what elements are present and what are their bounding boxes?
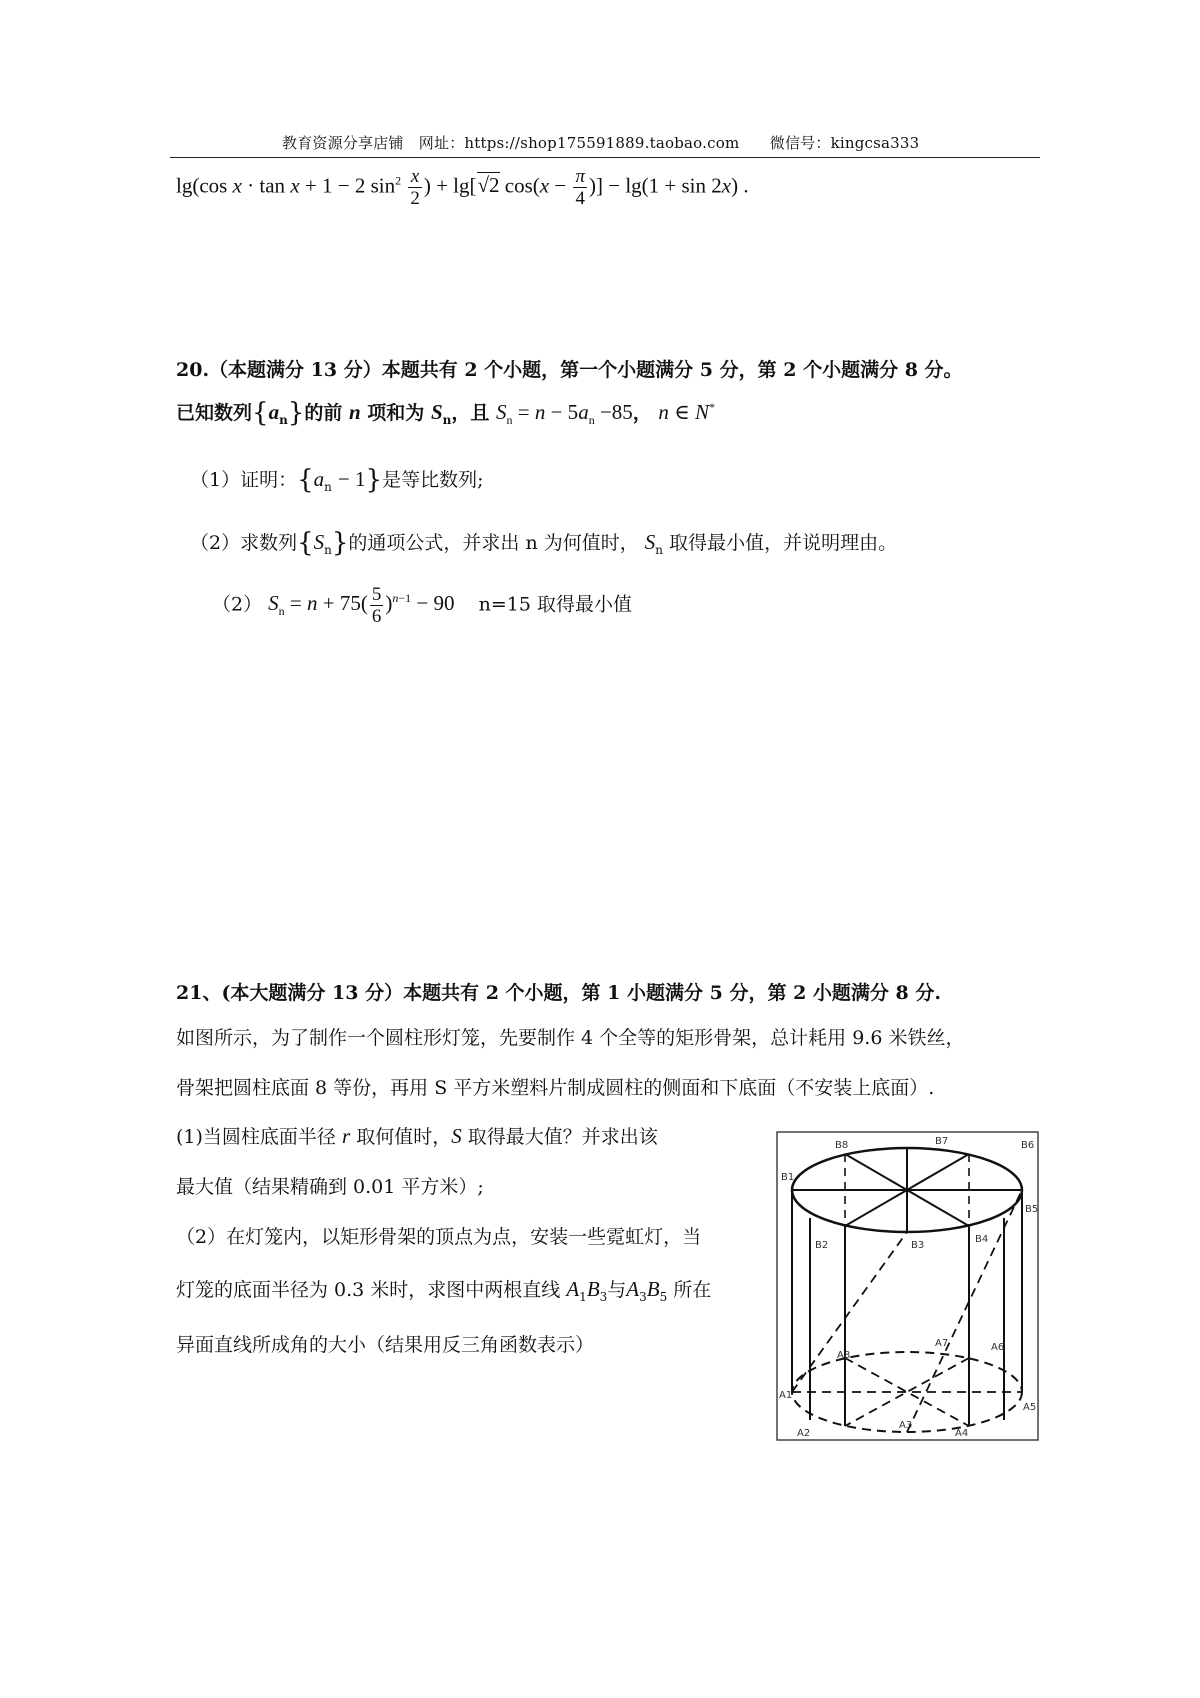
label-b8: B8 xyxy=(835,1140,849,1151)
q20-stem: 已知数列$\{a_n\}$的前 n 项和为 $S_n$，且 $S_n = n - 5a_n -85$， n ∈ N* xyxy=(176,398,715,428)
q21-part1-c: 取得最大值？并求出该 xyxy=(467,1126,658,1148)
q21-part2-line2: 灯笼的底面半径为 0.3 米时，求图中两根直线 $A_1B_3$与$A_3B_5$ 所在 xyxy=(176,1277,712,1304)
q21-part2-c: 与 xyxy=(607,1279,627,1301)
label-a5: A5 xyxy=(1023,1402,1037,1413)
q21-part1-line1: (1)当圆柱底面半径 r 取何值时，S 取得最大值？并求出该 xyxy=(176,1124,658,1148)
q20-stem-3: 项和为 xyxy=(367,402,425,424)
label-a2: A2 xyxy=(797,1428,811,1439)
label-a7: A7 xyxy=(935,1338,949,1349)
label-a3: A3 xyxy=(899,1420,913,1431)
q21-part2-d: 所在 xyxy=(673,1279,712,1301)
label-a1: A1 xyxy=(779,1390,793,1401)
label-b6: B6 xyxy=(1021,1140,1035,1151)
label-b4: B4 xyxy=(975,1234,989,1245)
label-b3: B3 xyxy=(911,1240,925,1251)
q21-part2-b: 灯笼的底面半径为 0.3 米时，求图中两根直线 xyxy=(176,1279,561,1301)
q21-line1: 如图所示，为了制作一个圆柱形灯笼，先要制作 4 个全等的矩形骨架，总计耗用 9.6 米铁丝， xyxy=(176,1027,965,1049)
label-a6: A6 xyxy=(991,1342,1005,1353)
q21-part1-a: (1)当圆柱底面半径 xyxy=(176,1126,336,1148)
expr-prefix: lg(cos xyxy=(176,173,228,198)
label-b7: B7 xyxy=(935,1136,949,1147)
q20-answer-suffix: n=15 取得最小值 xyxy=(478,593,632,616)
q20-title: 20.（本题满分 13 分）本题共有 2 个小题，第一个小题满分 5 分，第 2 个小题满分 8 分。 xyxy=(176,359,963,381)
q20-stem-5: ， xyxy=(632,402,652,424)
q21-part2-line1: （2）在灯笼内，以矩形骨架的顶点为点，安装一些霓虹灯，当 xyxy=(176,1226,702,1248)
q20-answer: （2） $S_n = n + 75$( $\frac{5}{6}$ )$^{n-1}$ − 90 n=15 取得最小值 xyxy=(212,584,632,627)
q20-part2-suffix: 取得最小值，并说明理由。 xyxy=(669,532,898,554)
label-b2: B2 xyxy=(815,1240,829,1251)
q20-stem-1: 已知数列 xyxy=(176,402,253,424)
q20-part2-prefix: （2）求数列 xyxy=(190,532,298,554)
q21-line2: 骨架把圆柱底面 8 等份，再用 S 平方米塑料片制成圆柱的侧面和下底面（不安装上底面）. xyxy=(176,1077,935,1099)
q21-part1-b: 取何值时， xyxy=(356,1126,452,1148)
q21-part1-line2: 最大值（结果精确到 0.01 平方米）; xyxy=(176,1176,484,1198)
cylinder-lantern-figure xyxy=(775,1130,1040,1442)
q20-part1-prefix: （1）证明： xyxy=(190,469,298,491)
header-rule xyxy=(170,157,1040,158)
q20-answer-prefix: （2） xyxy=(212,593,263,616)
q20-stem-4: ，且 xyxy=(451,402,490,424)
q20-stem-2: 的前 xyxy=(304,402,343,424)
log-expression: lg(cos x · tan x + 1 − 2 $\sin^2$ $\frac{x}{2}$ ) + lg[√2 cos(x − $\frac{\pi}{4}$ )] − lg(1 + sin 2x) . xyxy=(176,166,749,209)
label-b5: B5 xyxy=(1025,1204,1039,1215)
q21-title: 21、(本大题满分 13 分）本题共有 2 个小题，第 1 小题满分 5 分，第 2 小题满分 8 分. xyxy=(176,982,941,1004)
label-a8: A8 xyxy=(837,1350,851,1361)
q21-part2-line3: 异面直线所成角的大小（结果用反三角函数表示） xyxy=(176,1334,595,1356)
q20-part2-mid: 的通项公式，并求出 n 为何值时， xyxy=(348,532,639,554)
q20-part2: （2）求数列$\{S_n\}$的通项公式，并求出 n 为何值时， $S_n$ 取得最小值，并说明理由。 xyxy=(190,528,898,558)
q20-part1: （1）证明：$\{a_n - 1\}$是等比数列; xyxy=(190,465,484,495)
q20-part1-suffix: 是等比数列; xyxy=(382,469,484,491)
label-a4: A4 xyxy=(955,1428,969,1439)
page-header: 教育资源分享店铺 网址：https://shop175591889.taobao.com 微信号：kingcsa333 xyxy=(282,134,920,152)
label-b1: B1 xyxy=(781,1172,795,1183)
